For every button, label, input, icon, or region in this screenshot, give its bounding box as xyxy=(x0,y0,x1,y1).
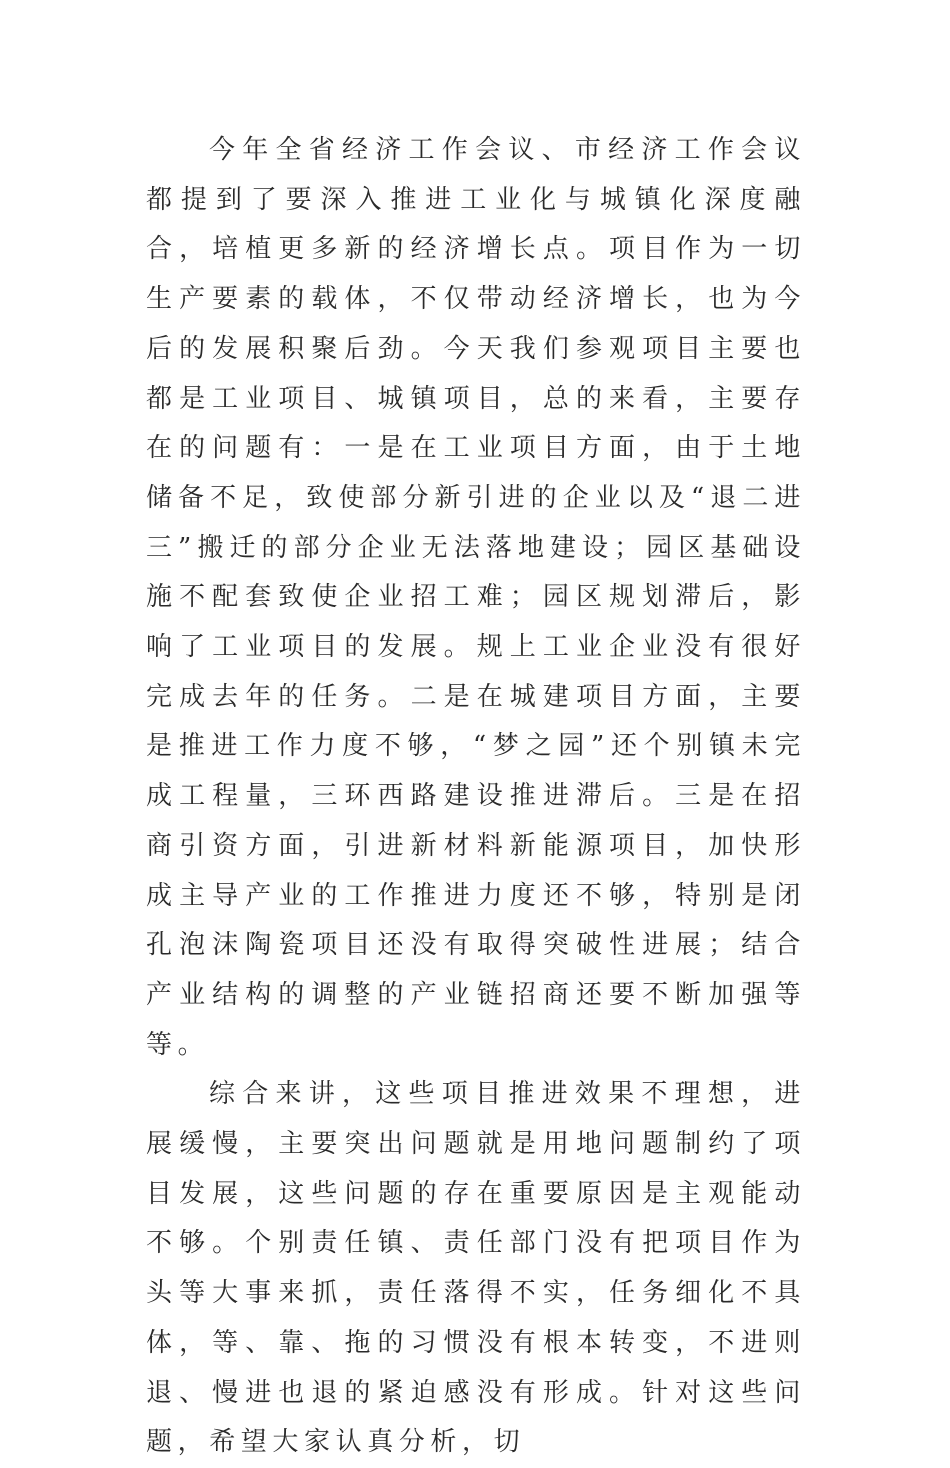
paragraph-summary: 综合来讲，这些项目推进效果不理想，进展缓慢，主要突出问题就是用地问题制约了项目发展，这些问题的存在重要原因是主观能动不够。个别责任镇、责任部门没有把项目作为头等大事来抓，责任落得不实，任务细化不具体，等、靠、拖的习惯没有根本转变，不进则退、慢进也退的紧迫感没有形成。针对这些问题，希望大家认真分析，切 xyxy=(146,1079,806,1458)
paragraph-problems: 今年全省经济工作会议、市经济工作会议都提到了要深入推进工业化与城镇化深度融合，培植更多新的经济增长点。项目作为一切生产要素的载体，不仅带动经济增长，也为今后的发展积聚后劲。今天我们参观项目主要也都是工业项目、城镇项目，总的来看，主要存在的问题有：一是在工业项目方面，由于土地储备不足，致使部分新引进的企业以及“退二进三”搬迁的部分企业无法落地建设；园区基础设施不配套致使企业招工难；园区规划滞后，影响了工业项目的发展。规上工业企业没有很好完成去年的任务。二是在城建项目方面，主要是推进工作力度不够，“梦之园”还个别镇未完成工程量，三环西路建设推进滞后。三是在招商引资方面，引进新材料新能源项目，加快形成主导产业的工作推进力度还不够，特别是闭孔泡沫陶瓷项目还没有取得突破性进展；结合产业结构的调整的产业链招商还要不断加强等等。 xyxy=(146,135,806,1060)
document-body xyxy=(146,126,806,1468)
